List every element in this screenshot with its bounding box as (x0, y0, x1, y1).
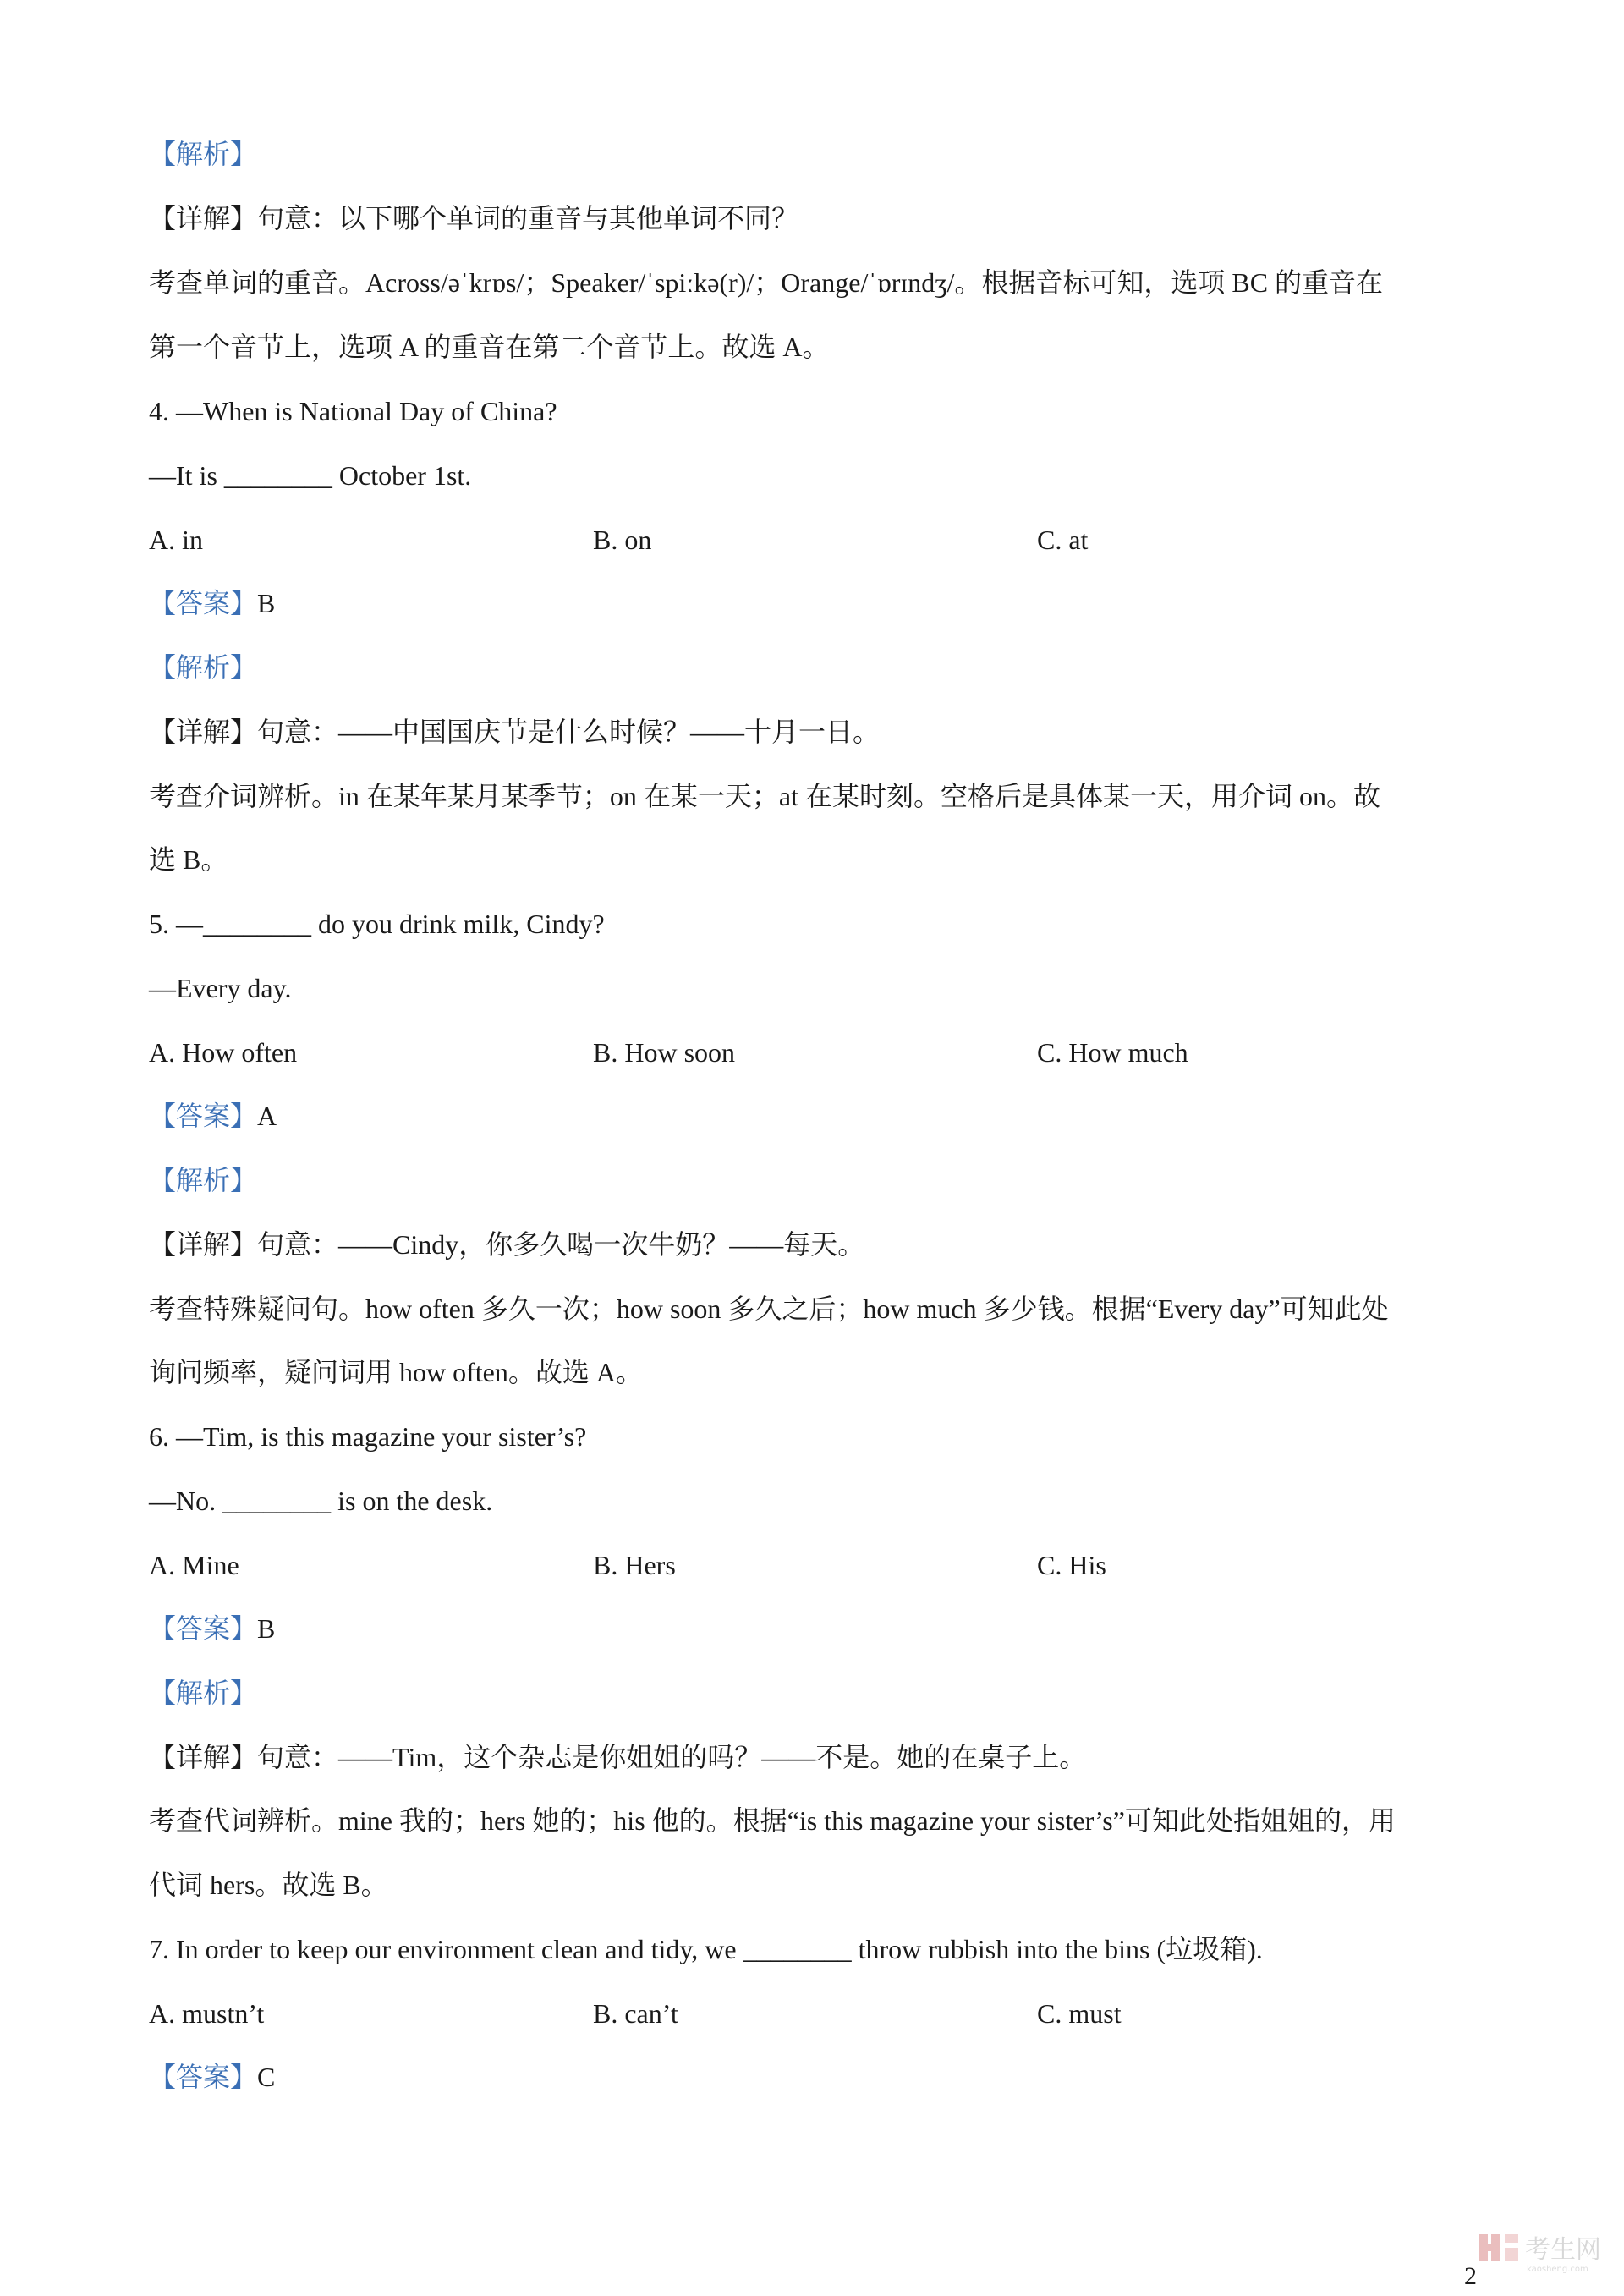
q5-option-a: A. How often (149, 1037, 298, 1068)
q7-option-b: B. can’t (593, 1998, 678, 2029)
q5-explanation-line2: 询问频率，疑问词用 how often。故选 A。 (149, 1357, 643, 1387)
q5-stem-line2: —Every day. (149, 973, 292, 1003)
q3-analysis-label: 【解析】 (149, 139, 258, 169)
q4-explanation-line2: 选 B。 (149, 844, 228, 875)
q6-answer: 【答案】B (149, 1613, 276, 1644)
q5-explanation-line1: 考查特殊疑问句。how often 多久一次；how soon 多久之后；how much 多少钱。根据“Every day”可知此处 (149, 1294, 1389, 1324)
watermark-logo (1476, 2226, 1620, 2290)
watermark-text: 考生网 (1525, 2235, 1601, 2265)
q5-detail: 【详解】句意：——Cindy，你多久喝一次牛奶？——每天。 (149, 1229, 865, 1260)
page-number: 2 (1464, 2262, 1477, 2290)
q6-analysis-label: 【解析】 (149, 1678, 258, 1708)
watermark-logo-icon (1476, 2226, 1620, 2290)
q3-detail: 【详解】句意：以下哪个单词的重音与其他单词不同？ (149, 203, 799, 233)
q6-explanation-line2: 代词 hers。故选 B。 (149, 1870, 388, 1900)
q6-option-c: C. His (1037, 1550, 1106, 1580)
q6-option-b: B. Hers (593, 1550, 676, 1580)
q4-explanation-line1: 考查介词辨析。in 在某年某月某季节；on 在某一天；at 在某时刻。空格后是具体某一天，用介词 on。故 (149, 781, 1380, 811)
watermark-subtext: kaosheng.com (1527, 2265, 1588, 2274)
q4-stem-line1: 4. —When is National Day of China? (149, 396, 557, 426)
q7-option-a: A. mustn’t (149, 1998, 265, 2029)
q7-answer: 【答案】C (149, 2062, 276, 2092)
q6-option-a: A. Mine (149, 1550, 239, 1580)
q5-answer: 【答案】A (149, 1101, 277, 1131)
q4-option-a: A. in (149, 525, 203, 555)
q5-option-c: C. How much (1037, 1037, 1188, 1068)
q6-stem-line2: —No. ________ is on the desk. (149, 1486, 493, 1516)
q4-answer: 【答案】B (149, 588, 276, 618)
q6-stem-line1: 6. —Tim, is this magazine your sister’s? (149, 1421, 587, 1452)
q5-option-b: B. How soon (593, 1037, 736, 1068)
q5-stem-line1: 5. —________ do you drink milk, Cindy? (149, 909, 605, 939)
q6-detail: 【详解】句意：——Tim，这个杂志是你姐姐的吗？——不是。她的在桌子上。 (149, 1742, 1087, 1772)
q7-option-c: C. must (1037, 1998, 1122, 2029)
q4-option-c: C. at (1037, 525, 1089, 555)
q4-detail: 【详解】句意：——中国国庆节是什么时候？——十月一日。 (149, 717, 881, 747)
q4-stem-line2: —It is ________ October 1st. (149, 460, 472, 491)
q3-explanation-line2: 第一个音节上，选项 A 的重音在第二个音节上。故选 A。 (149, 332, 830, 362)
q5-analysis-label: 【解析】 (149, 1165, 258, 1195)
q4-option-b: B. on (593, 525, 652, 555)
q4-analysis-label: 【解析】 (149, 652, 258, 683)
q6-explanation-line1: 考查代词辨析。mine 我的；hers 她的；his 他的。根据“is this magazine your sister’s”可知此处指姐姐的，用 (149, 1805, 1396, 1836)
q3-explanation-line1: 考查单词的重音。Across/əˈkrɒs/；Speaker/ˈspiːkə(r)/；Orange/ˈɒrɪndʒ/。根据音标可知，选项 BC 的重音在 (149, 267, 1384, 298)
q7-stem-line1: 7. In order to keep our environment clean and tidy, we ________ throw rubbish into the bins (垃圾箱). (149, 1934, 1263, 1964)
